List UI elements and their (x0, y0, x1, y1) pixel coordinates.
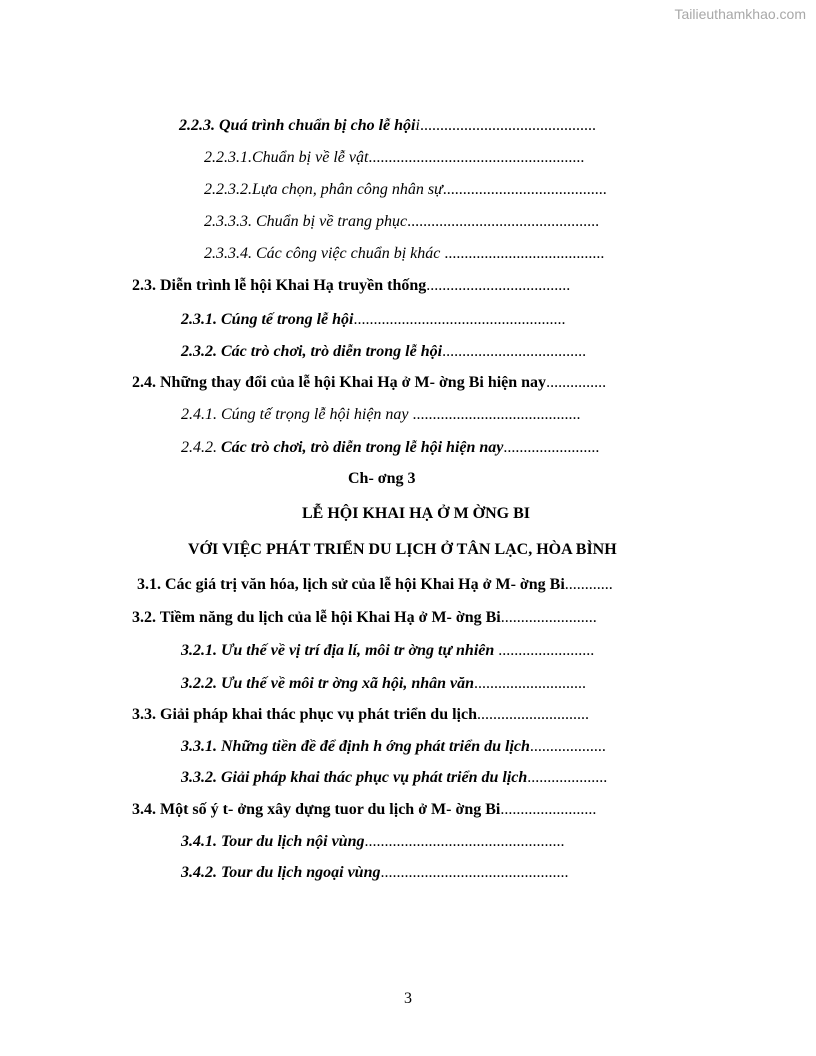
toc-dots: .................................... (442, 343, 587, 360)
toc-title: 3.3.1. Những tiền đề để định h ớng phát triển du lịch (181, 738, 530, 755)
toc-dots: ............................................... (380, 864, 569, 881)
toc-entry-2-3-1 (181, 311, 565, 329)
toc-title: 3.2.1. Ưu thế về vị trí địa lí, môi tr ờng tự nhiên (181, 642, 499, 659)
toc-entry-2-3 (132, 277, 570, 295)
toc-entry-2-3-3-4 (204, 245, 604, 263)
toc-dots: ............ (564, 576, 613, 593)
toc-dots: ............................ (476, 706, 589, 723)
chapter-title-line2: VỚI VIỆC PHÁT TRIỂN DU LỊCH Ở TÂN LẠC, HÒA BÌNH (188, 541, 617, 558)
toc-dots: ............... (546, 374, 607, 391)
toc-entry-3-4-2 (181, 864, 568, 882)
toc-dots: ........................ (500, 801, 597, 818)
toc-number: 2.4.2. (181, 439, 221, 456)
toc-title: 2.3.3.3. Chuẩn bị về trang phục (204, 213, 408, 230)
toc-entry-2-4-1 (181, 406, 581, 424)
toc-entry-2-2-3 (179, 117, 596, 135)
toc-entry-3-1 (137, 576, 613, 594)
toc-dots: ......................................... (442, 181, 607, 198)
toc-entry-3-3-2 (181, 769, 607, 787)
chapter-label: Ch- ơng 3 (348, 470, 416, 487)
toc-title: 2.2.3. Quá trình chuẩn bị cho lễ hội (179, 117, 416, 134)
chapter-title-line1: LỄ HỘI KHAI HẠ Ở M ỜNG BI (302, 505, 531, 522)
toc-title: 2.4.1. Cúng tế trọng lễ hội hiện nay (181, 406, 413, 423)
toc-dots: ...................................................... (368, 149, 585, 166)
toc-title: 2.3.1. Cúng tế trong lễ hội (181, 311, 354, 328)
toc-dots: ........................ (498, 642, 595, 659)
toc-entry-2-3-3-3 (204, 213, 599, 231)
toc-title: 2.3.3.4. Các công việc chuẩn bị khác (204, 245, 445, 262)
toc-title-tail: i (415, 117, 420, 134)
toc-title: 3.4. Một số ý t- ởng xây dựng tuor du lịch ở M- ờng Bi (132, 801, 501, 818)
toc-title: 3.1. Các giá trị văn hóa, lịch sử của lễ hội Khai Hạ ở M- ờng Bi (137, 576, 565, 593)
toc-entry-3-4-1 (181, 833, 564, 851)
toc-title: 2.4. Những thay đổi của lễ hội Khai Hạ ở M- ờng Bi hiện nay (132, 374, 547, 391)
toc-title: 2.2.3.1.Chuẩn bị về lễ vật (204, 149, 369, 166)
toc-title: 2.2.3.2.Lựa chọn, phân công nhân sự (204, 181, 443, 198)
toc-entry-2-4 (132, 374, 606, 392)
toc-title: 3.3.2. Giải pháp khai thác phục vụ phát triển du lịch (181, 769, 528, 786)
toc-entry-3-3 (132, 706, 589, 724)
watermark: Tailieuthamkhao.com (674, 6, 806, 22)
toc-dots: ................... (529, 738, 606, 755)
toc-entry-3-2 (132, 609, 597, 627)
toc-dots: ........................ (500, 609, 597, 626)
toc-title: 3.2.2. Ưu thế về môi tr ờng xã hội, nhân văn (181, 675, 475, 692)
toc-entry-3-3-1 (181, 738, 606, 756)
toc-dots: ................................................ (407, 213, 600, 230)
toc-entry-2-3-2 (181, 343, 586, 361)
toc-title: Các trò chơi, trò diễn trong lễ hội hiện nay (221, 439, 504, 456)
toc-entry-3-4 (132, 801, 596, 819)
toc-title: 3.3. Giải pháp khai thác phục vụ phát triển du lịch (132, 706, 477, 723)
toc-entry-2-4-2 (181, 439, 599, 457)
toc-dots: ........................ (503, 439, 600, 456)
toc-title: 2.3.2. Các trò chơi, trò diễn trong lễ hội (181, 343, 443, 360)
toc-dots: ..................................................... (353, 311, 566, 328)
toc-title: 3.4.2. Tour du lịch ngoại vùng (181, 864, 381, 881)
page-number: 3 (404, 990, 412, 1007)
toc-entry-2-2-3-2 (204, 181, 607, 199)
toc-dots: ............................................ (419, 117, 596, 134)
toc-entry-2-2-3-1 (204, 149, 584, 167)
toc-dots: .................... (527, 769, 608, 786)
toc-dots: .................................................. (364, 833, 565, 850)
toc-dots: .................................... (426, 277, 571, 294)
toc-title: 3.2. Tiềm năng du lịch của lễ hội Khai Hạ ở M- ờng Bi (132, 609, 501, 626)
toc-title: 2.3. Diễn trình lễ hội Khai Hạ truyền thống (132, 277, 427, 294)
toc-dots: ........................................ (444, 245, 605, 262)
toc-entry-3-2-2 (181, 675, 586, 693)
toc-title: 3.4.1. Tour du lịch nội vùng (181, 833, 365, 850)
toc-entry-3-2-1 (181, 642, 594, 660)
toc-dots: ............................ (474, 675, 587, 692)
toc-dots: .......................................... (412, 406, 581, 423)
